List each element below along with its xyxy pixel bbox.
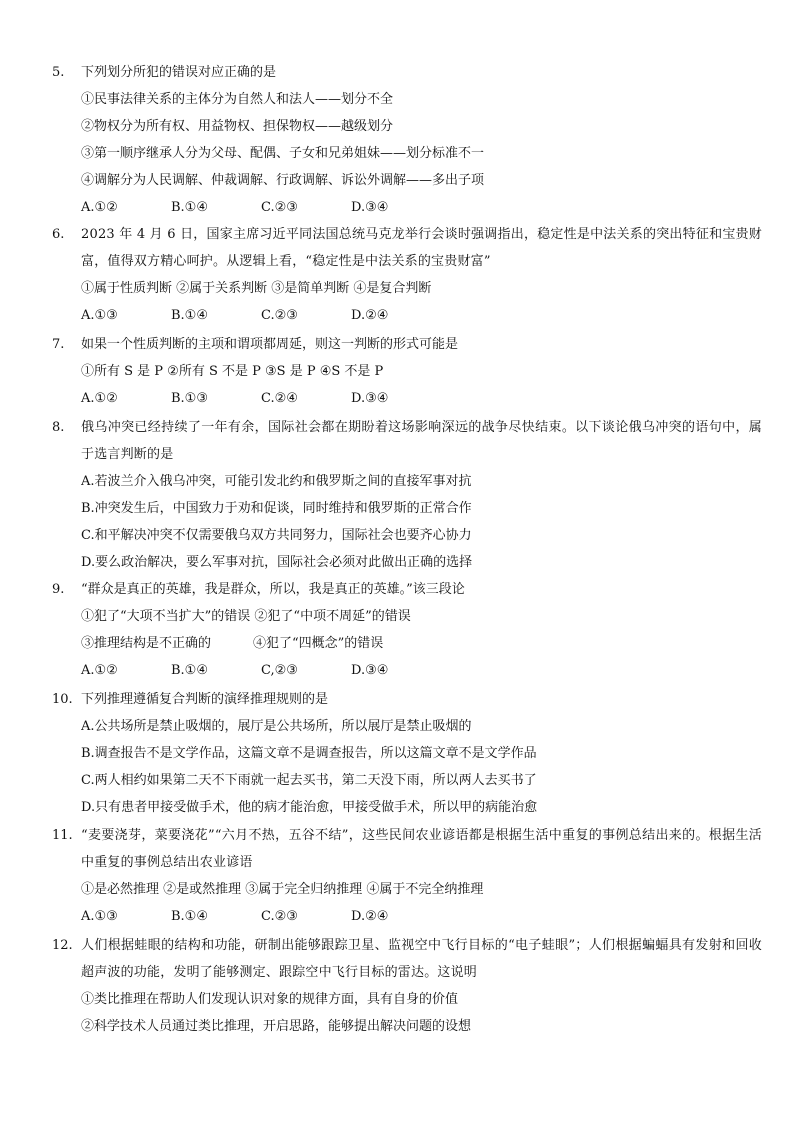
answer-options [81,903,762,930]
question-number: 6. [52,227,65,242]
question-number: 11. [52,828,73,843]
statement: ①民事法律关系的主体分为自然人和法人——划分不全 [81,92,394,107]
option-c: C.②③ [261,308,298,323]
question-stem: 2023 年 4 月 6 日，国家主席习近平同法国总统马克龙举行会谈时强调指出，稳定性是中法关系的突出特征和宝贵财富，值得双方精心呵护。从逻辑上看，“稳定性是中法关系的宝贵财富” [81,227,762,269]
option-a: A.①② [81,200,118,215]
option-c: C.②④ [261,391,298,406]
question-9 [52,576,762,684]
statement: ①犯了“大项不当扩大”的错误 ②犯了“中项不周延”的错误 [81,609,411,624]
question-number: 5. [52,65,65,80]
option-d: D.③④ [351,663,389,678]
option-b: B.冲突发生后，中国致力于劝和促谈，同时维持和俄罗斯的正常合作 [81,501,472,516]
option-b: B.调查报告不是文学作品，这篇文章不是调查报告，所以这篇文章不是文学作品 [81,746,537,761]
question-10 [52,686,762,821]
statement: ③第一顺序继承人分为父母、配偶、子女和兄弟姐妹——划分标准不一 [81,146,485,161]
statement: ①所有 S 是 P ②所有 S 不是 P ③S 是 P ④S 不是 P [81,364,384,379]
question-12 [52,932,762,1040]
option-c: C.两人相约如果第二天不下雨就一起去买书，第二天没下雨，所以两人去买书了 [81,773,537,788]
option-c: C.②③ [261,909,298,924]
question-stem: 人们根据蛙眼的结构和功能，研制出能够跟踪卫星、监视空中飞行目标的“电子蛙眼”；人们根据蝙蝠具有发射和回收超声波的功能，发明了能够测定、跟踪空中飞行目标的雷达。这说明 [81,938,762,980]
question-stem: 下列推理遵循复合判断的演绎推理规则的是 [81,692,329,707]
question-11 [52,822,762,930]
option-d: D.要么政治解决，要么军事对抗，国际社会必须对此做出正确的选择 [81,555,473,570]
answer-options [81,302,762,329]
option-a: A.若波兰介入俄乌冲突，可能引发北约和俄罗斯之间的直接军事对抗 [81,474,472,489]
option-b: B.①④ [171,308,208,323]
answer-options [81,657,762,684]
option-b: B.①④ [171,663,208,678]
option-c: C.②③ [261,200,298,215]
option-a: A.①② [81,391,118,406]
question-6 [52,221,762,329]
question-stem: 如果一个性质判断的主项和谓项都周延，则这一判断的形式可能是 [81,337,459,352]
statement-4: ④犯了“四概念”的错误 [253,636,384,651]
question-number: 7. [52,337,65,352]
option-d: D.②④ [351,308,389,323]
question-number: 8. [52,420,65,435]
answer-options [81,194,762,221]
option-a: A.公共场所是禁止吸烟的，展厅是公共场所，所以展厅是禁止吸烟的 [81,719,472,734]
statement: ①属于性质判断 ②属于关系判断 ③是简单判断 ④是复合判断 [81,281,432,296]
option-d: D.②④ [351,909,389,924]
option-a: A.①② [81,663,118,678]
option-c: C,②③ [261,663,298,678]
question-stem: 下列划分所犯的错误对应正确的是 [81,65,277,80]
question-number: 9. [52,582,65,597]
question-number: 10. [52,692,73,707]
option-a: A.①③ [81,909,118,924]
option-b: B.①③ [171,391,208,406]
option-d: D.只有患者甲接受做手术，他的病才能治愈，甲接受做手术，所以甲的病能治愈 [81,800,538,815]
option-b: B.①④ [171,909,208,924]
statement: ①类比推理在帮助人们发现认识对象的规律方面，具有自身的价值 [81,992,459,1007]
question-stem: “麦要浇芽，菜要浇花”“六月不热，五谷不结”，这些民间农业谚语都是根据生活中重复的事例总结出来的。根据生活中重复的事例总结出农业谚语 [81,828,762,870]
option-d: D.③④ [351,391,389,406]
option-a: A.①③ [81,308,118,323]
question-8 [52,414,762,576]
statement-3: ③推理结构是不正确的 [81,636,212,651]
statement-pair [81,630,762,657]
question-5 [52,59,762,221]
statement: ②科学技术人员通过类比推理，开启思路，能够提出解决问题的设想 [81,1019,472,1034]
option-c: C.和平解决冲突不仅需要俄乌双方共同努力，国际社会也要齐心协力 [81,528,472,543]
statement: ①是必然推理 ②是或然推理 ③属于完全归纳推理 ④属于不完全纳推理 [81,882,484,897]
question-number: 12. [52,938,73,953]
question-stem: 俄乌冲突已经持续了一年有余，国际社会都在期盼着这场影响深远的战争尽快结束。以下谈论俄乌冲突的语句中，属于选言判断的是 [81,420,762,462]
question-stem: “群众是真正的英雄，我是群众，所以，我是真正的英雄。”该三段论 [81,582,465,597]
question-7 [52,331,762,412]
option-d: D.③④ [351,200,389,215]
statement: ④调解分为人民调解、仲裁调解、行政调解、诉讼外调解——多出子项 [81,173,485,188]
option-b: B.①④ [171,200,208,215]
statement: ②物权分为所有权、用益物权、担保物权——越级划分 [81,119,394,134]
answer-options [81,385,762,412]
